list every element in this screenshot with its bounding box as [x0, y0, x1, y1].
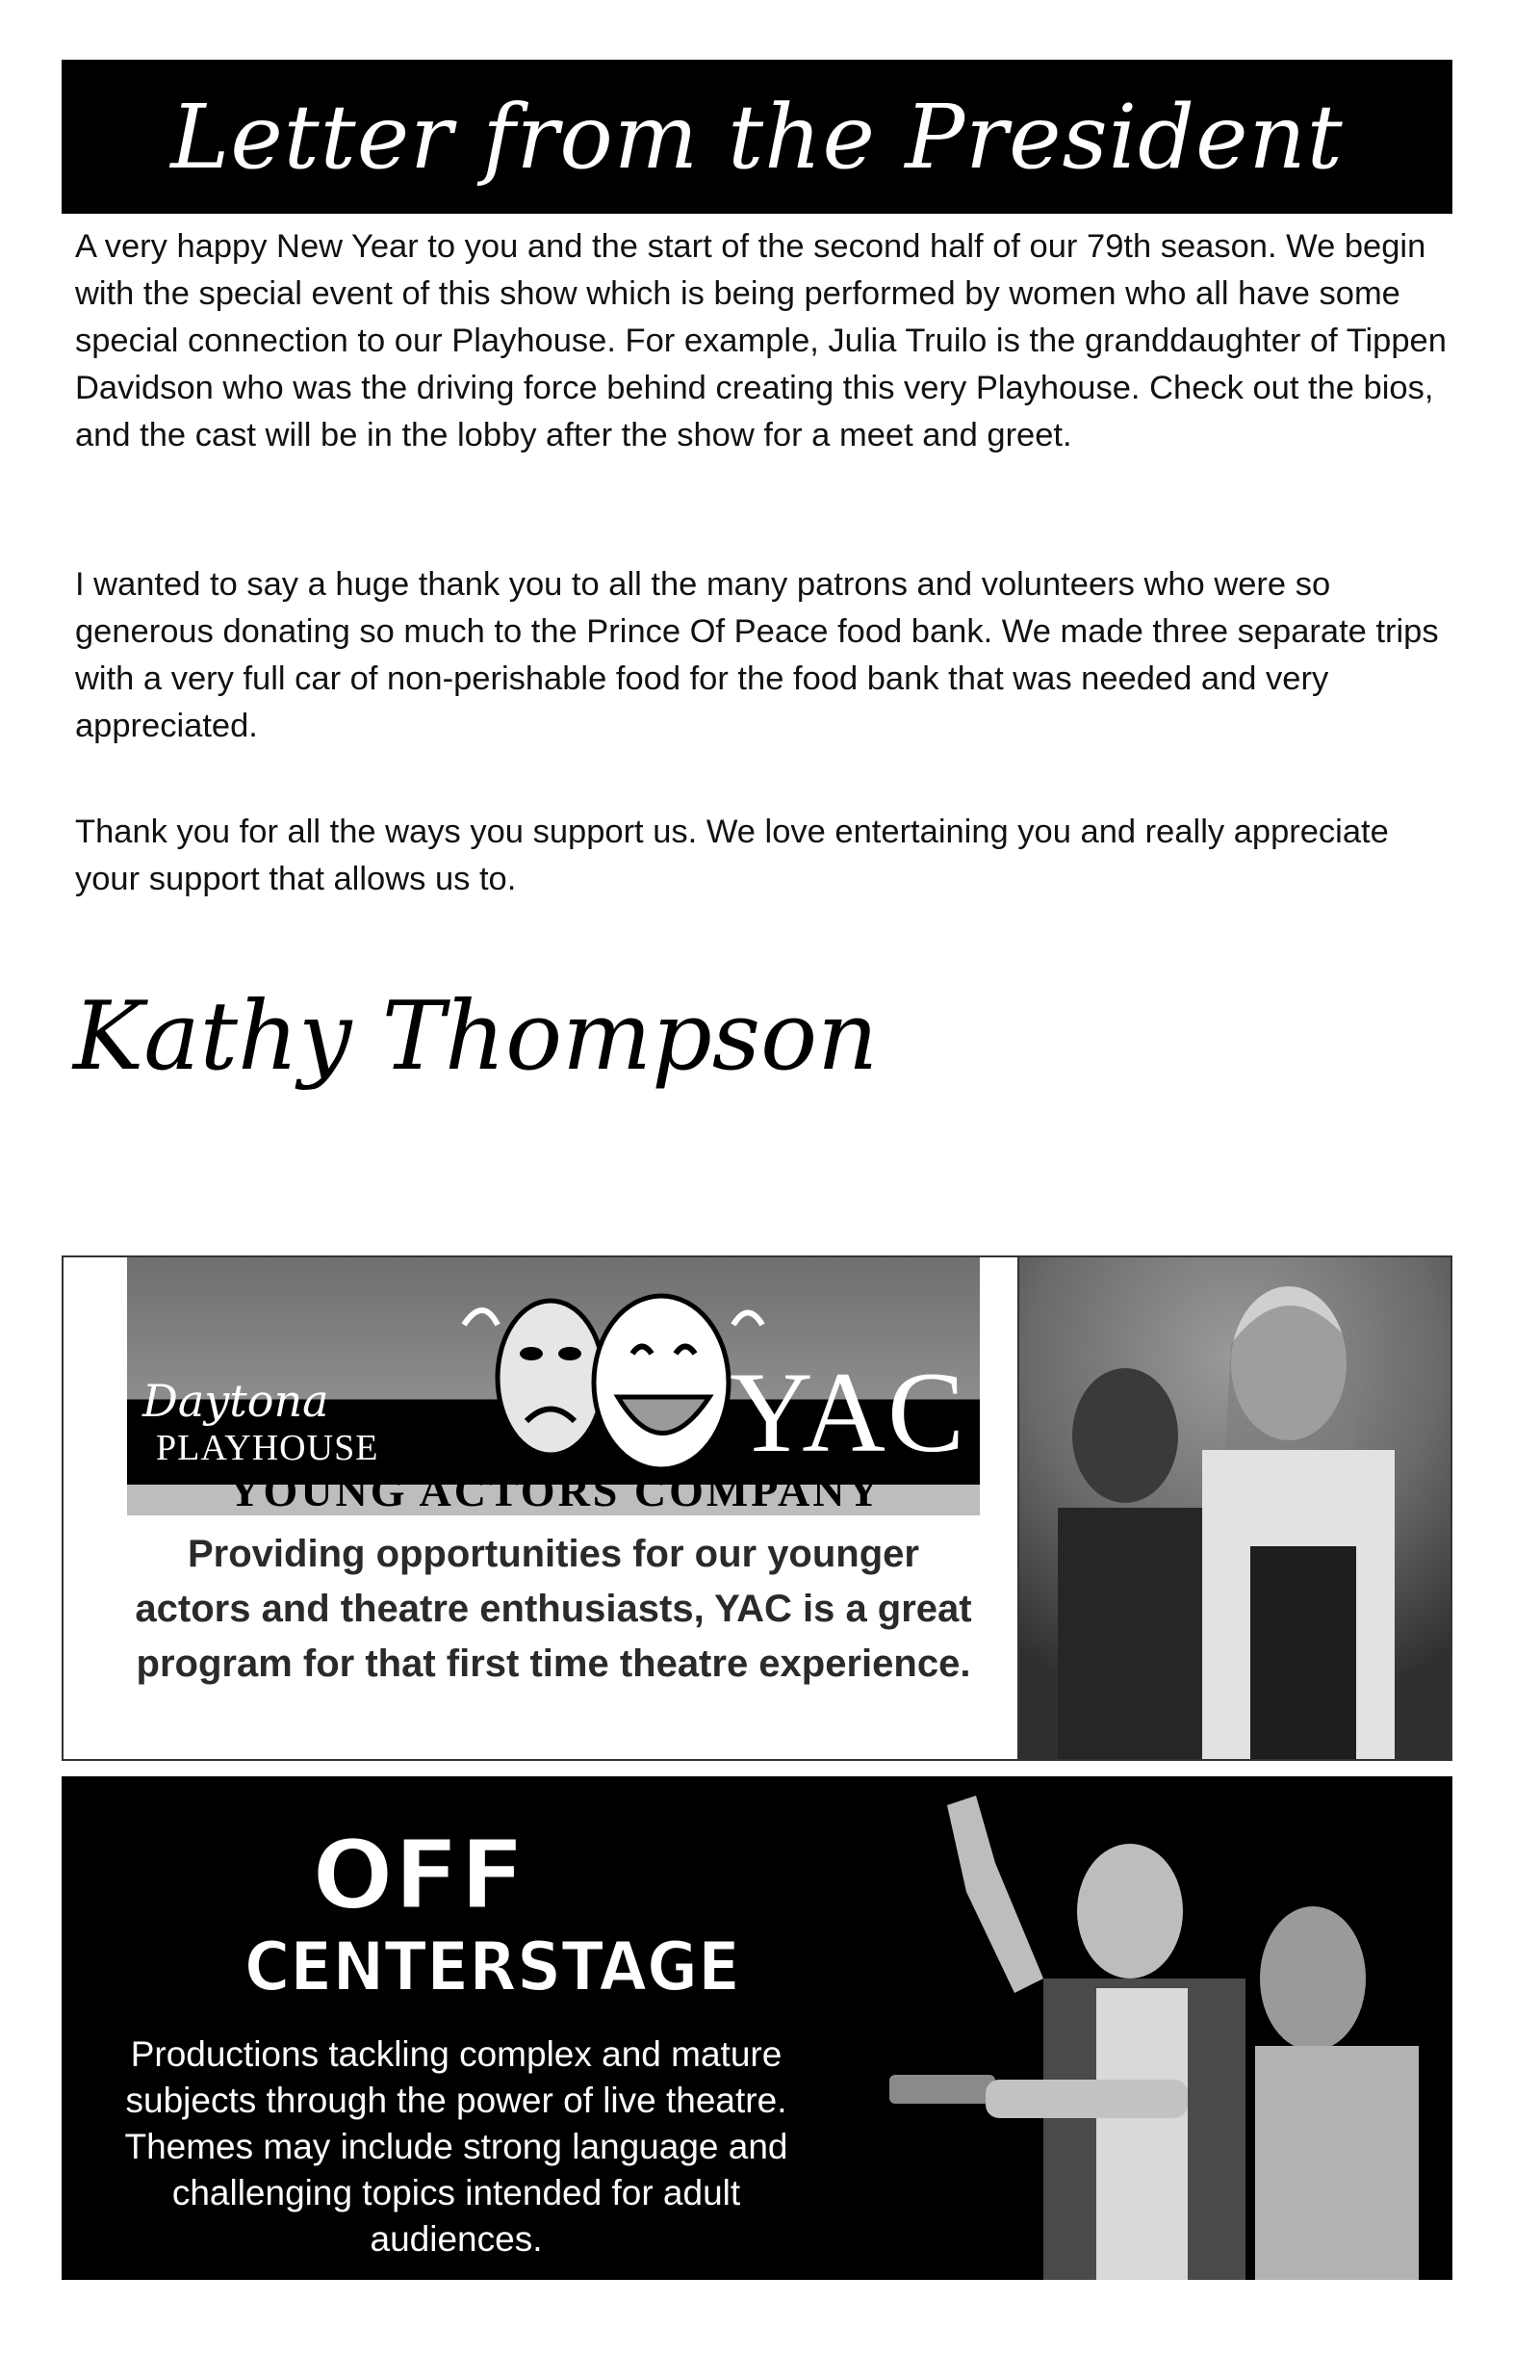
yac-ad-panel: [62, 1255, 1452, 1761]
letter-paragraph-1: A very happy New Year to you and the start of the second half of our 79th season. We begin with the special event of this show which is being performed by women who all have some special connection to our Playhouse. For example, Julia Truilo is the granddaughter of Tippen Davidson who was the driving force behind creating this very Playhouse. Check out the bios, and the cast will be in the lobby after the show for a meet and greet.: [75, 228, 1447, 453]
yac-actors-photo: [1017, 1257, 1450, 1759]
letter-paragraph-2: I wanted to say a huge thank you to all the many patrons and volunteers who were so generous donating so much to the Prince Of Peace food bank. We made three separate trips with a very full car of non-perishable food for the food bank that was needed and very appreciated.: [75, 566, 1439, 744]
yac-logo: [127, 1257, 980, 1515]
president-signature: Kathy Thompson: [73, 982, 879, 1092]
yac-logo-text: YAC: [729, 1348, 966, 1476]
off-center-stage-logo: [244, 1817, 745, 2000]
letter-title-banner: [62, 60, 1452, 214]
yac-description: Providing opportunities for our younger actors and theatre enthusiasts, YAC is a great program for that first time theatre experience.: [135, 1533, 972, 1685]
young-actors-company-text: YOUNG ACTORS COMPANY: [228, 1466, 883, 1515]
playhouse-logo-text: PLAYHOUSE: [156, 1428, 379, 1468]
centerstage-logo-text: CENTERSTAGE: [244, 1927, 740, 2000]
letter-paragraph-3: Thank you for all the ways you support us. We love entertaining you and really appreciate your support that allows us to.: [75, 814, 1389, 897]
off-center-stage-actors-photo: [889, 1786, 1452, 2280]
off-center-stage-ad-panel: [62, 1776, 1452, 2280]
daytona-logo-text: Daytona: [142, 1375, 329, 1427]
young-actors-illustration: [1019, 1257, 1450, 1759]
off-logo-text: OFF: [312, 1819, 526, 1931]
off-center-stage-description: Productions tackling complex and mature subjects through the power of live theatre. Themes may include strong language and challenging topics intended for adult audiences.: [124, 2034, 788, 2259]
page-title: Letter from the President: [170, 85, 1344, 189]
theatre-masks-icon: [445, 1286, 772, 1479]
